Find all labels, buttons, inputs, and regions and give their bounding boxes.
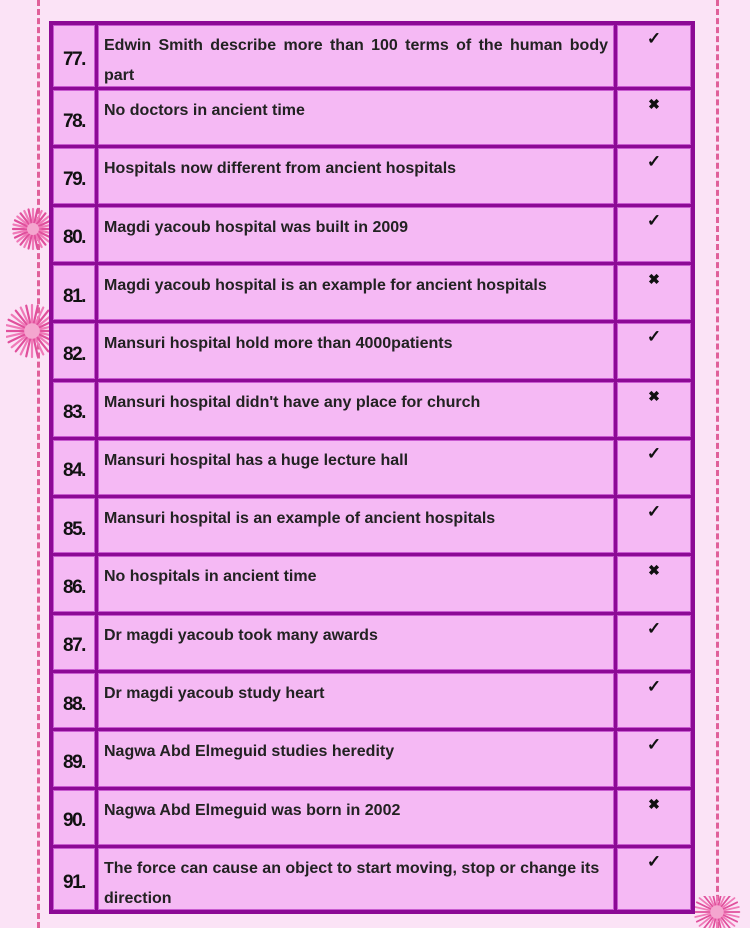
question-number: 87. <box>53 615 95 670</box>
table-row <box>53 440 691 495</box>
true-check-icon: ✓ <box>617 673 691 728</box>
statement: Hospitals now different from ancient hospitals <box>98 148 614 203</box>
table-row <box>53 790 691 845</box>
question-number: 77. <box>53 25 95 87</box>
table-row <box>53 556 691 611</box>
statement: Mansuri hospital hold more than 4000patients <box>98 323 614 378</box>
right-dashed-border <box>716 0 719 928</box>
question-number: 82. <box>53 323 95 378</box>
question-number: 83. <box>53 382 95 437</box>
false-mark-icon: ✖ <box>617 90 691 145</box>
table-row <box>53 25 691 87</box>
true-check-icon: ✓ <box>617 440 691 495</box>
true-check-icon: ✓ <box>617 323 691 378</box>
false-mark-icon: ✖ <box>617 556 691 611</box>
question-number: 86. <box>53 556 95 611</box>
question-number: 81. <box>53 265 95 320</box>
true-check-icon: ✓ <box>617 25 691 87</box>
question-number: 90. <box>53 790 95 845</box>
question-number: 78. <box>53 90 95 145</box>
statement: Nagwa Abd Elmeguid studies heredity <box>98 731 614 786</box>
true-check-icon: ✓ <box>617 148 691 203</box>
statement: Dr magdi yacoub study heart <box>98 673 614 728</box>
question-number: 91. <box>53 848 95 910</box>
question-number: 89. <box>53 731 95 786</box>
false-mark-icon: ✖ <box>617 265 691 320</box>
statement: Magdi yacoub hospital is an example for ancient hospitals <box>98 265 614 320</box>
question-number: 84. <box>53 440 95 495</box>
statement: Mansuri hospital is an example of ancient hospitals <box>98 498 614 553</box>
statement: Dr magdi yacoub took many awards <box>98 615 614 670</box>
true-check-icon: ✓ <box>617 498 691 553</box>
left-dashed-border <box>37 0 40 928</box>
table-row <box>53 90 691 145</box>
true-false-table <box>49 21 695 914</box>
true-check-icon: ✓ <box>617 207 691 262</box>
statement: The force can cause an object to start moving, stop or change its direction <box>98 848 614 910</box>
table-row <box>53 848 691 910</box>
table-row <box>53 148 691 203</box>
statement: Mansuri hospital didn't have any place for church <box>98 382 614 437</box>
table-row <box>53 207 691 262</box>
table-row <box>53 323 691 378</box>
table-row <box>53 673 691 728</box>
question-number: 80. <box>53 207 95 262</box>
true-check-icon: ✓ <box>617 615 691 670</box>
statement: No doctors in ancient time <box>98 90 614 145</box>
table-row <box>53 382 691 437</box>
table-row <box>53 615 691 670</box>
true-check-icon: ✓ <box>617 731 691 786</box>
statement: No hospitals in ancient time <box>98 556 614 611</box>
question-number: 85. <box>53 498 95 553</box>
false-mark-icon: ✖ <box>617 382 691 437</box>
table-row <box>53 498 691 553</box>
table-row <box>53 265 691 320</box>
true-check-icon: ✓ <box>617 848 691 910</box>
false-mark-icon: ✖ <box>617 790 691 845</box>
statement: Magdi yacoub hospital was built in 2009 <box>98 207 614 262</box>
statement: Mansuri hospital has a huge lecture hall <box>98 440 614 495</box>
question-number: 88. <box>53 673 95 728</box>
question-number: 79. <box>53 148 95 203</box>
table-row <box>53 731 691 786</box>
statement: Edwin Smith describe more than 100 terms of the human body part <box>98 25 614 87</box>
statement: Nagwa Abd Elmeguid was born in 2002 <box>98 790 614 845</box>
